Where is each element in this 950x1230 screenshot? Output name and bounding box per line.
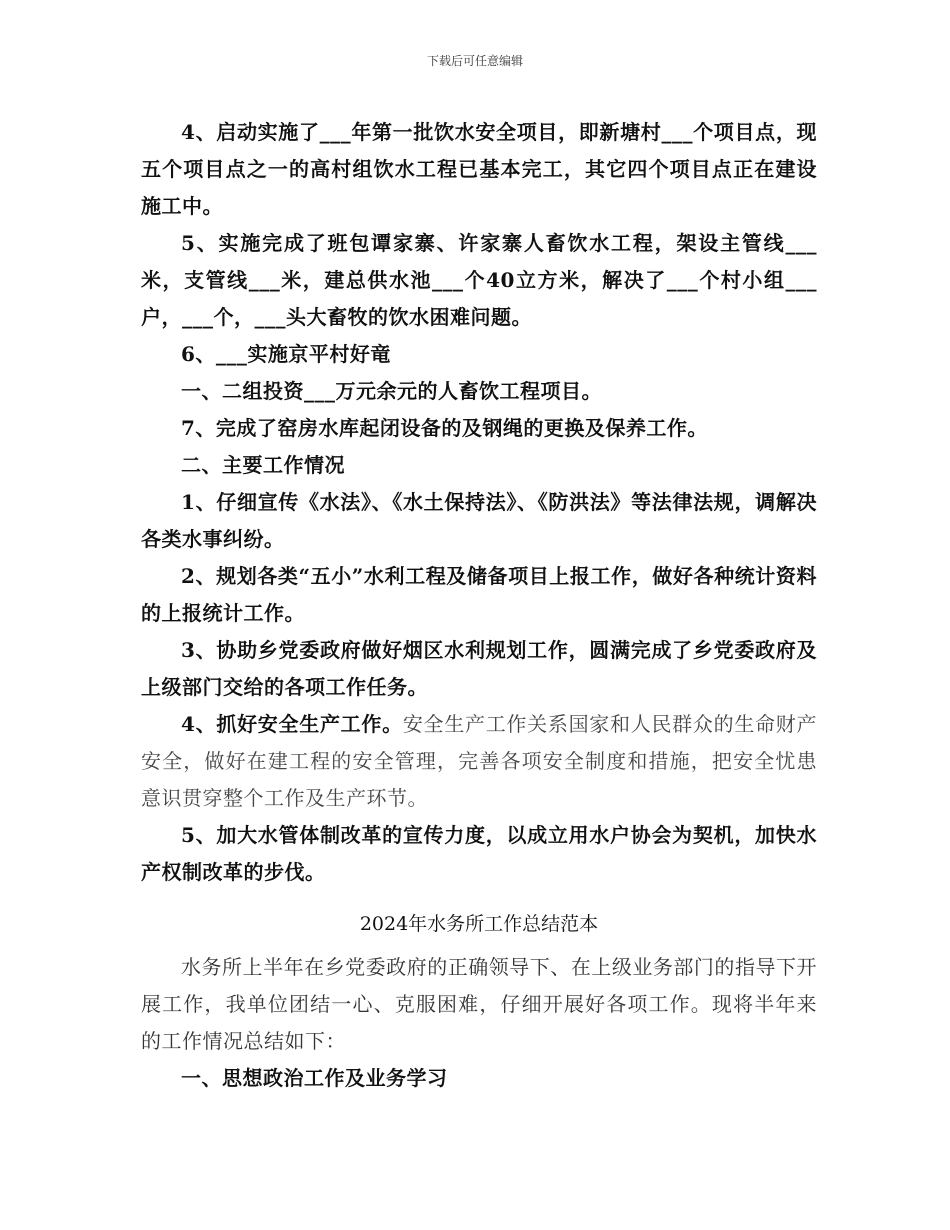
paragraph-group-investment: 一、二组投资___万元余元的人畜饮工程项目。: [181, 379, 602, 403]
paragraph-work-3-assist: 3、协助乡党委政府做好烟区水利规划工作，圆满完成了乡党委政府及上级部门交给的各项工作任务。: [141, 638, 817, 699]
paragraph-item-5-livestock-water: 5、实施完成了班包谭家寨、许家寨人畜饮水工程，架设主管线___米，支管线___米，建总供水池___个40立方米，解决了___个村小组___户，___个，___头大畜牧的饮水困难问题。: [141, 231, 817, 329]
document-body: [141, 114, 817, 1097]
section-heading-political-work: 一、思想政治工作及业务学习: [181, 1066, 448, 1090]
safety-lead-text: 4、抓好安全生产工作。: [181, 712, 403, 736]
paragraph-work-4-safety: [141, 706, 817, 817]
paragraph-work-1-publicity: 1、仔细宣传《水法》、《水土保持法》、《防洪法》等法律法规，调解决各类水事纠纷。: [141, 490, 817, 551]
document-title: 2024年水务所工作总结范本: [359, 913, 599, 935]
paragraph-work-2-planning: 2、规划各类“五小”水利工程及储备项目上报工作，做好各种统计资料的上报统计工作。: [141, 564, 817, 625]
paragraph-item-7-reservoir: 7、完成了窑房水库起闭设备的及钢绳的更换及保养工作。: [181, 416, 708, 440]
paragraph-item-4-drinking-water: 4、启动实施了___年第一批饮水安全项目，即新塘村___个项目点，现五个项目点之一的高村组饮水工程已基本完工，其它四个项目点正在建设施工中。: [141, 120, 817, 218]
paragraph-item-6-jingping: 6、___实施京平村好竜: [181, 342, 391, 366]
section-heading-main-work: 二、主要工作情况: [181, 453, 345, 477]
safety-body-text: 安全生产工作关系国家和人民群众的生命财产安全，做好在建工程的安全管理，完善各项安全制度和措施，把安全忧患意识贯穿整个工作及生产环节。: [141, 712, 817, 810]
page-header-note: 下载后可任意编辑: [426, 54, 523, 68]
paragraph-work-5-reform: 5、加大水管体制改革的宣传力度，以成立用水户协会为契机，加快水产权制改革的步伐。: [141, 823, 817, 884]
paragraph-intro: 水务所上半年在乡党委政府的正确领导下、在上级业务部门的指导下开展工作，我单位团结一心、克服困难，仔细开展好各项工作。现将半年来的工作情况总结如下：: [141, 955, 817, 1053]
